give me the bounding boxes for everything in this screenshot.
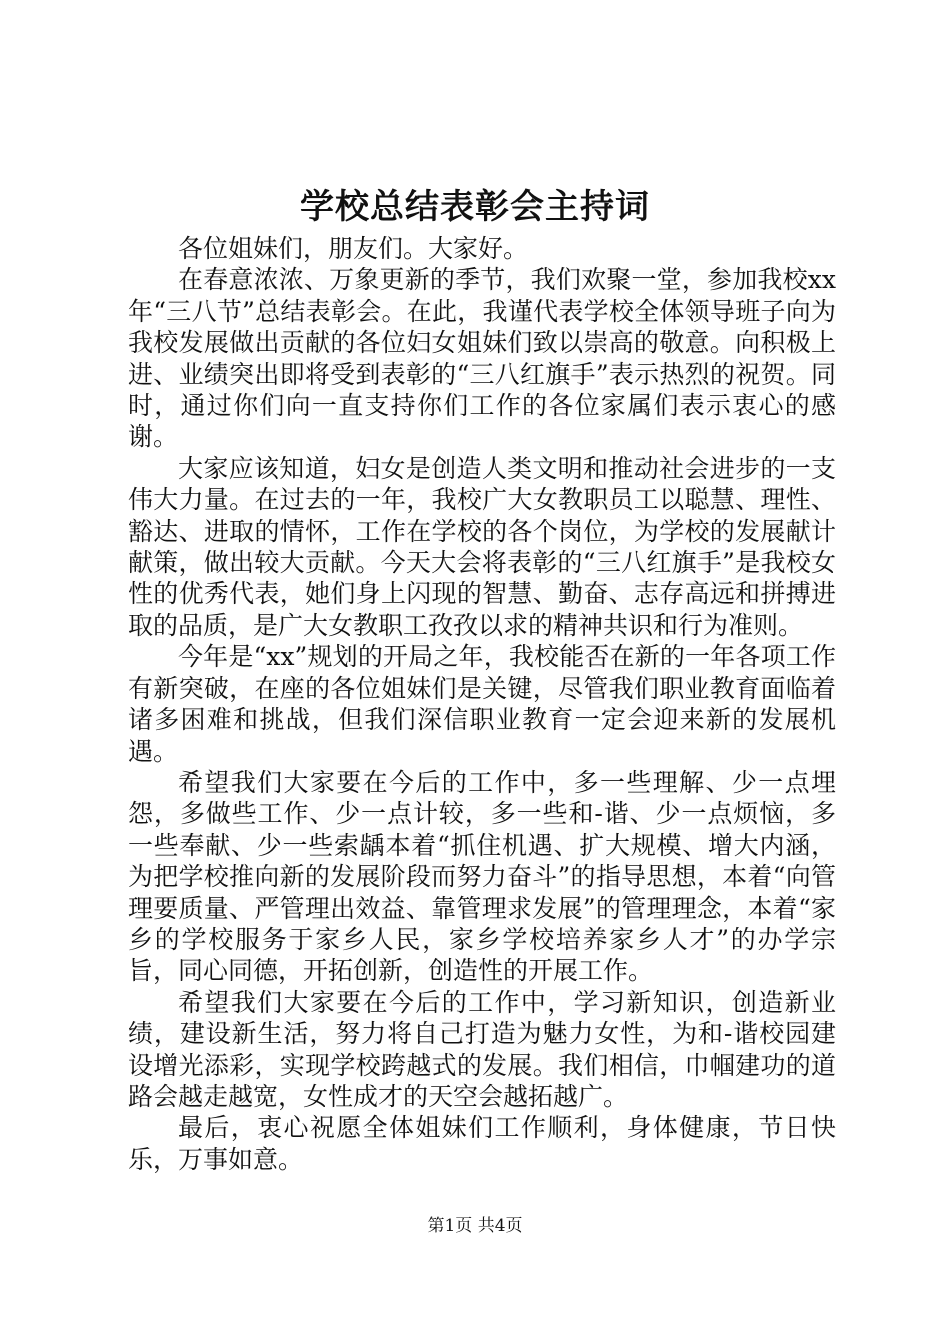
page-number-footer: 第1页 共4页 [427,1216,523,1236]
paragraph-greeting: 各位姐妹们，朋友们。大家好。 [178,234,529,263]
paragraph-closing: 最后，衷心祝愿全体姐妹们工作顺利，身体健康，节日快乐，万事如意。 [128,1113,836,1174]
paragraph-women-contribution: 大家应该知道，妇女是创造人类文明和推动社会进步的一支伟大力量。在过去的一年，我校广大女教职员工以聪慧、理性、豁达、进取的情怀，工作在学校的各个岗位，为学校的发展献计献策，做出较大贡献。今天大会将表彰的“三八红旗手”是我校女性的优秀代表，她们身上闪现的智慧、勤奋、志存高远和拼搏进取的品质，是广大女教职工孜孜以求的精神共识和行为准则。 [128,453,836,640]
paragraph-opening: 在春意浓浓、万象更新的季节，我们欢聚一堂，参加我校xx年“三八节”总结表彰会。在此，我谨代表学校全体领导班子向为我校发展做出贡献的各位妇女姐妹们致以崇高的敬意。向积极上进、业绩突出即将受到表彰的“三八红旗手”表示热烈的祝贺。同时，通过你们向一直支持你们工作的各位家属们表示衷心的感谢。 [128,265,836,452]
paragraph-hopes-learning: 希望我们大家要在今后的工作中，学习新知识，创造新业绩，建设新生活，努力将自己打造为魅力女性，为和-谐校园建设增光添彩，实现学校跨越式的发展。我们相信，巾帼建功的道路会越走越宽，女性成才的天空会越拓越广。 [128,987,836,1111]
document-title: 学校总结表彰会主持词 [300,187,650,227]
paragraph-hopes-work: 希望我们大家要在今后的工作中，多一些理解、少一点埋怨，多做些工作、少一点计较，多一些和-谐、少一点烦恼，多一些奉献、少一些索龋本着“抓住机遇、扩大规模、增大内涵，为把学校推向新的发展阶段而努力奋斗”的指导思想，本着“向管理要质量、严管理出效益、靠管理求发展”的管理理念，本着“家乡的学校服务于家乡人民，家乡学校培养家乡人才”的办学宗旨，同心同德，开拓创新，创造性的开展工作。 [128,767,836,986]
document-body [128,233,836,1175]
paragraph-new-year: 今年是“xx”规划的开局之年，我校能否在新的一年各项工作有新突破，在座的各位姐妹们是关键，尽管我们职业教育面临着诸多困难和挑战，但我们深信职业教育一定会迎来新的发展机遇。 [128,642,836,766]
